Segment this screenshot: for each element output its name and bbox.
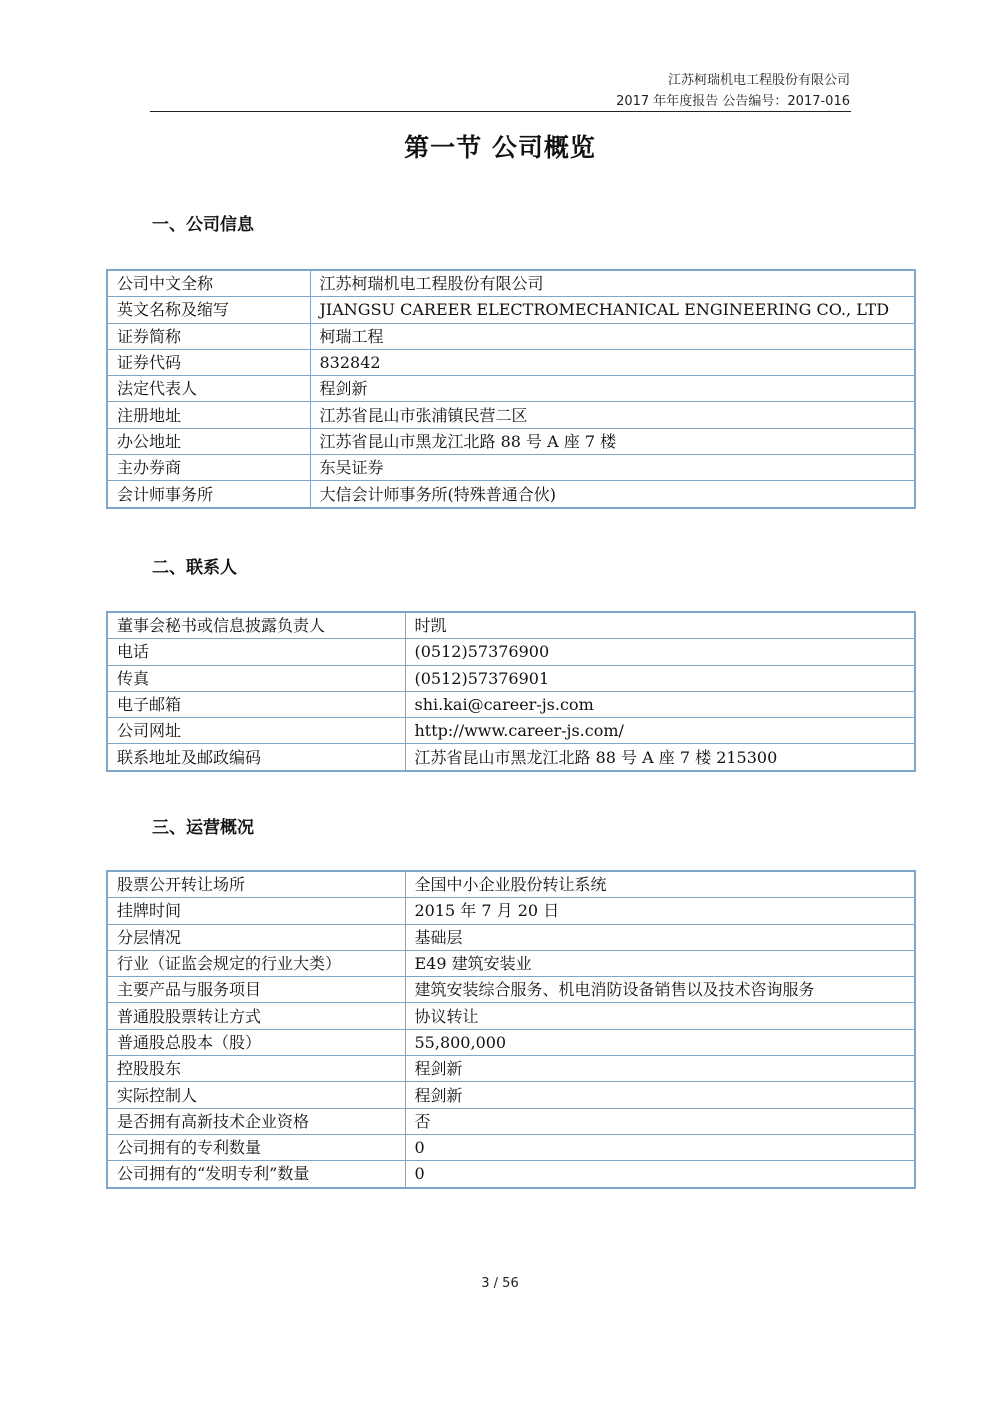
row-value: 0 [405, 1161, 915, 1188]
table-row [107, 349, 915, 375]
table-row [107, 898, 915, 924]
row-value: 0 [405, 1134, 915, 1160]
row-value: (0512)57376901 [405, 665, 915, 691]
table-row [107, 665, 915, 691]
table-row [107, 950, 915, 976]
row-label: 董事会秘书或信息披露负责人 [107, 612, 405, 639]
row-label: 电子邮箱 [107, 691, 405, 717]
row-label: 主办券商 [107, 455, 310, 481]
row-value: 程剑新 [405, 1056, 915, 1082]
table-row [107, 639, 915, 665]
row-label: 控股股东 [107, 1056, 405, 1082]
row-value: E49 建筑安装业 [405, 950, 915, 976]
table-row [107, 744, 915, 771]
table-row [107, 323, 915, 349]
row-label: 法定代表人 [107, 376, 310, 402]
row-value: 江苏省昆山市黑龙江北路 88 号 A 座 7 楼 215300 [405, 744, 915, 771]
table-row [107, 1161, 915, 1188]
section-heading-company-info: 一、公司信息 [152, 215, 254, 235]
table-row [107, 270, 915, 297]
row-value: 832842 [310, 349, 915, 375]
row-label: 注册地址 [107, 402, 310, 428]
row-value: (0512)57376900 [405, 639, 915, 665]
row-label: 证券简称 [107, 323, 310, 349]
table-row [107, 1108, 915, 1134]
table-row [107, 1134, 915, 1160]
row-label: 办公地址 [107, 428, 310, 454]
header-company-name: 江苏柯瑞机电工程股份有限公司 [667, 73, 850, 88]
section-heading-operations: 三、运营概况 [152, 818, 254, 838]
table-row [107, 1056, 915, 1082]
row-value: 55,800,000 [405, 1029, 915, 1055]
table-row [107, 297, 915, 323]
table-row [107, 455, 915, 481]
row-label: 联系地址及邮政编码 [107, 744, 405, 771]
row-value: http://www.career-js.com/ [405, 718, 915, 744]
row-label: 证券代码 [107, 349, 310, 375]
row-value: 江苏省昆山市张浦镇民营二区 [310, 402, 915, 428]
row-value: 建筑安装综合服务、机电消防设备销售以及技术咨询服务 [405, 977, 915, 1003]
row-label: 主要产品与服务项目 [107, 977, 405, 1003]
page-title: 第一节 公司概览 [404, 133, 596, 162]
row-value: 程剑新 [310, 376, 915, 402]
table-row [107, 428, 915, 454]
page-number: 3 / 56 [481, 1276, 519, 1291]
row-value: 基础层 [405, 924, 915, 950]
row-label: 分层情况 [107, 924, 405, 950]
row-label: 普通股股票转让方式 [107, 1003, 405, 1029]
page-header [150, 70, 850, 112]
row-value: JIANGSU CAREER ELECTROMECHANICAL ENGINEERING CO., LTD [310, 297, 915, 323]
company-info-table [106, 269, 916, 509]
row-label: 电话 [107, 639, 405, 665]
table-row [107, 718, 915, 744]
row-label: 行业（证监会规定的行业大类） [107, 950, 405, 976]
row-value: 全国中小企业股份转让系统 [405, 871, 915, 898]
row-label: 会计师事务所 [107, 481, 310, 508]
table-row [107, 924, 915, 950]
row-label: 公司中文全称 [107, 270, 310, 297]
row-label: 挂牌时间 [107, 898, 405, 924]
row-value: 东吴证券 [310, 455, 915, 481]
table-row [107, 691, 915, 717]
row-label: 公司拥有的专利数量 [107, 1134, 405, 1160]
table-row [107, 1003, 915, 1029]
row-value: shi.kai@career-js.com [405, 691, 915, 717]
row-value: 2015 年 7 月 20 日 [405, 898, 915, 924]
row-value: 大信会计师事务所(特殊普通合伙) [310, 481, 915, 508]
row-label: 普通股总股本（股） [107, 1029, 405, 1055]
contact-table [106, 611, 916, 772]
row-value: 江苏省昆山市黑龙江北路 88 号 A 座 7 楼 [310, 428, 915, 454]
row-label: 实际控制人 [107, 1082, 405, 1108]
row-value: 时凯 [405, 612, 915, 639]
row-value: 江苏柯瑞机电工程股份有限公司 [310, 270, 915, 297]
table-row [107, 612, 915, 639]
row-value: 否 [405, 1108, 915, 1134]
row-label: 是否拥有高新技术企业资格 [107, 1108, 405, 1134]
table-row [107, 481, 915, 508]
operations-table [106, 870, 916, 1189]
table-row [107, 402, 915, 428]
table-row [107, 376, 915, 402]
table-row [107, 1082, 915, 1108]
header-divider [150, 111, 851, 112]
row-label: 公司拥有的“发明专利”数量 [107, 1161, 405, 1188]
section-heading-contact: 二、联系人 [152, 558, 237, 578]
row-value: 程剑新 [405, 1082, 915, 1108]
table-row [107, 1029, 915, 1055]
row-label: 公司网址 [107, 718, 405, 744]
row-label: 英文名称及缩写 [107, 297, 310, 323]
table-row [107, 977, 915, 1003]
table-row [107, 871, 915, 898]
row-value: 协议转让 [405, 1003, 915, 1029]
row-label: 传真 [107, 665, 405, 691]
header-report-line: 2017 年年度报告 公告编号：2017-016 [616, 94, 850, 109]
row-value: 柯瑞工程 [310, 323, 915, 349]
row-label: 股票公开转让场所 [107, 871, 405, 898]
